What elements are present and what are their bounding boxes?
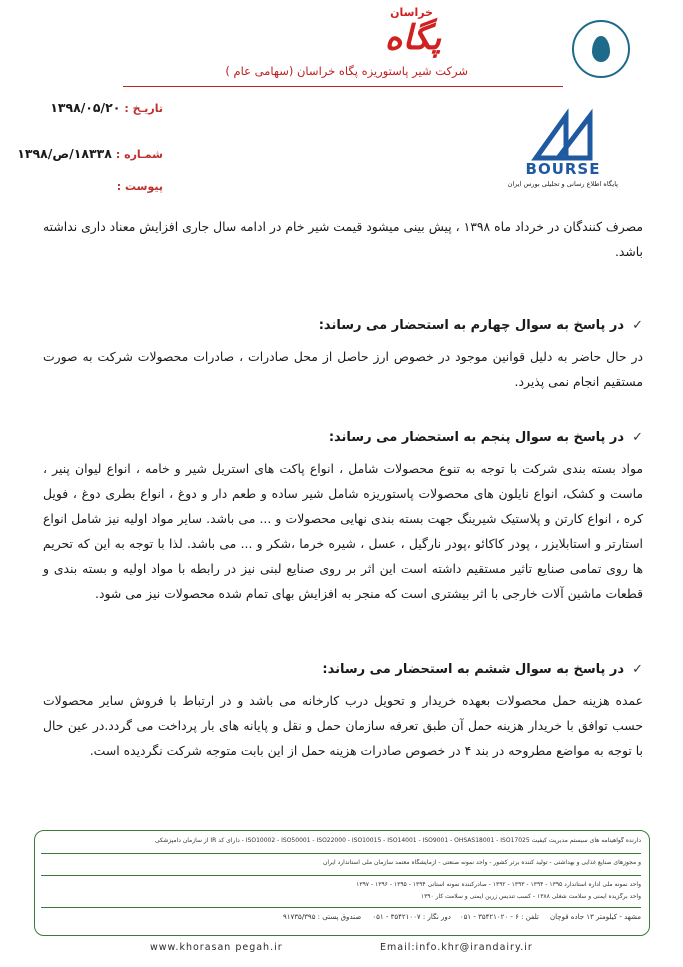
date-line	[44, 100, 163, 115]
q4-heading	[319, 318, 643, 333]
q5-heading-text: در پاسخ به سوال پنجم به استحضار می رساند:	[328, 430, 625, 445]
company-name: شرکت شیر پاستوریزه پگاه خراسان (سهامی عام )	[225, 64, 468, 78]
date-label: تاریـخ :	[124, 102, 163, 115]
check-icon: ✓	[632, 318, 643, 333]
number-label: شمـاره :	[115, 148, 163, 161]
q6-heading	[322, 662, 643, 677]
check-icon: ✓	[632, 430, 643, 445]
q6-paragraph: عمده هزینه حمل محصولات بعهده خریدار و تحویل درب کارخانه می باشد و در ارتباط با فروش سایر محصولات حسب توافق با خریدار هزینه حمل آن طبق تعرفه سازمان حمل و نقل و پایانه های بار پرداخت می گردد.در عین حال با توجه به مواضع مطروحه در بند ۴ در خصوص صادرات هزینه حمل از این بابت متوجه شرکت نگردیده است.	[43, 693, 643, 758]
number-line	[11, 146, 163, 161]
q4-paragraph: در حال حاضر به دلیل قوانین موجود در خصوص ارز حاصل از محل صادرات ، صادرات محصولات شرکت به صورت مستقیم انجام نمی پذیرد.	[43, 349, 643, 389]
footer-divider	[41, 853, 641, 854]
check-icon: ✓	[632, 662, 643, 677]
footer-safety: واحد برگزیده ایمنی و سلامت شغلی ۱۳۸۸ - کسب تندیس زرین ایمنی و سلامت کار ۱۳۹۰	[420, 893, 641, 900]
header-divider	[123, 86, 563, 87]
brand-logo-subtext: خراسان	[390, 6, 433, 19]
footer-divider	[41, 875, 641, 876]
footer-divider	[41, 907, 641, 908]
bourse-logo-word: BOURSE	[525, 160, 601, 178]
pegah-logo: پگاه	[384, 18, 442, 58]
footer-licenses: و مجوزهای صنایع غذایی و بهداشتی - تولید کننده برتر کشور - واحد نمونه صنعتی - آزمایشگاه معتمد سازمان ملی استاندارد ایران	[322, 859, 641, 866]
attachment-label: پیوست :	[116, 180, 163, 193]
number-value: ۱۸۳۳۸/ص/۱۳۹۸	[17, 146, 112, 161]
footer-awards: واحد نمونه ملی اداره استاندارد ۱۳۹۵ - ۱۳۹۴ - ۱۳۹۳ - ۱۳۹۲ - صادرکننده نمونه استانی ۱۳۹۴ - ۱۳۹۵ - ۱۳۹۶ - ۱۳۹۷	[356, 881, 641, 888]
footer-contact	[43, 913, 641, 921]
footer-address: مشهد - کیلومتر ۱۳ جاده قوچان	[550, 913, 641, 921]
footer-phone: تلفن : ۶ - ۳۵۴۲۱۰۲۰ - ۰۵۱	[459, 913, 539, 921]
q6-heading-text: در پاسخ به سوال ششم به استحضار می رساند:	[322, 662, 625, 677]
footer-fax: دور نگار : ۳۵۴۲۱۰۰۷ - ۰۵۱	[372, 913, 451, 921]
intro-paragraph: مصرف کنندگان در خرداد ماه ۱۳۹۸ ، پیش بینی میشود قیمت شیر خام در ادامه سال جاری افزایش معناد داری نداشته باشد.	[43, 219, 643, 259]
footer-pobox: صندوق پستی : ۹۱۷۳۵/۳۹۵	[283, 913, 362, 921]
q5-paragraph: مواد بسته بندی شرکت با توجه به تنوع محصولات شامل ، انواع پاکت های استریل شیر و خامه ، انواع لیوان پنیر ، ماست و کشک، انواع نایلون های محصولات پاستوریزه شامل شیر ساده و طعم دار و دوغ ، انواع بطری دوغ ، فویل کره ، انواع کارتن و پلاستیک شیرینگ جهت بسته بندی نهایی محصولات و ... می باشد. سایر مواد اولیه نیز شامل انواع استارتر و استابلایزر ، پودر کاکائو ،پودر نارگیل ، عسل ، شیره خرما ،شکر و ... می باشد. لذا با توجه به این که تحریم ها روی تمامی صنایع تاثیر مستقیم داشته است این اثر بر روی صنایع لبنی نیز در رابطه با مواد اولیه و بسته بندی و قطعات ماشین آلات خارجی با اثر بیشتری است که منجر به افزایش بهای تمام شده محصولات نیز می شود.	[43, 461, 643, 601]
q4-heading-text: در پاسخ به سوال چهارم به استحضار می رساند:	[318, 318, 625, 333]
email-link[interactable]: Email:info.khr@irandairy.ir	[380, 942, 533, 953]
company-seal-logo	[572, 20, 630, 78]
bourse-logo-caption: پایگاه اطلاع رسانی و تحلیلی بورس ایران	[507, 180, 618, 188]
q5-heading	[329, 430, 643, 445]
attachment-line	[117, 178, 163, 193]
date-value: ۱۳۹۸/۰۵/۲۰	[50, 100, 121, 115]
website-link[interactable]: www.khorasan pegah.ir	[150, 942, 283, 953]
footer-box	[34, 830, 650, 936]
milk-drop-icon	[592, 36, 610, 62]
footer-certifications: دارنده گواهینامه های سیستم مدیریت کیفیت ISO10002 - ISO50001 - ISO22000 - ISO10015 - ISO14001 - ISO9001 - OHSAS18001 - ISO17025 - دارای کد IR از سازمان دامپزشکی	[154, 837, 641, 844]
